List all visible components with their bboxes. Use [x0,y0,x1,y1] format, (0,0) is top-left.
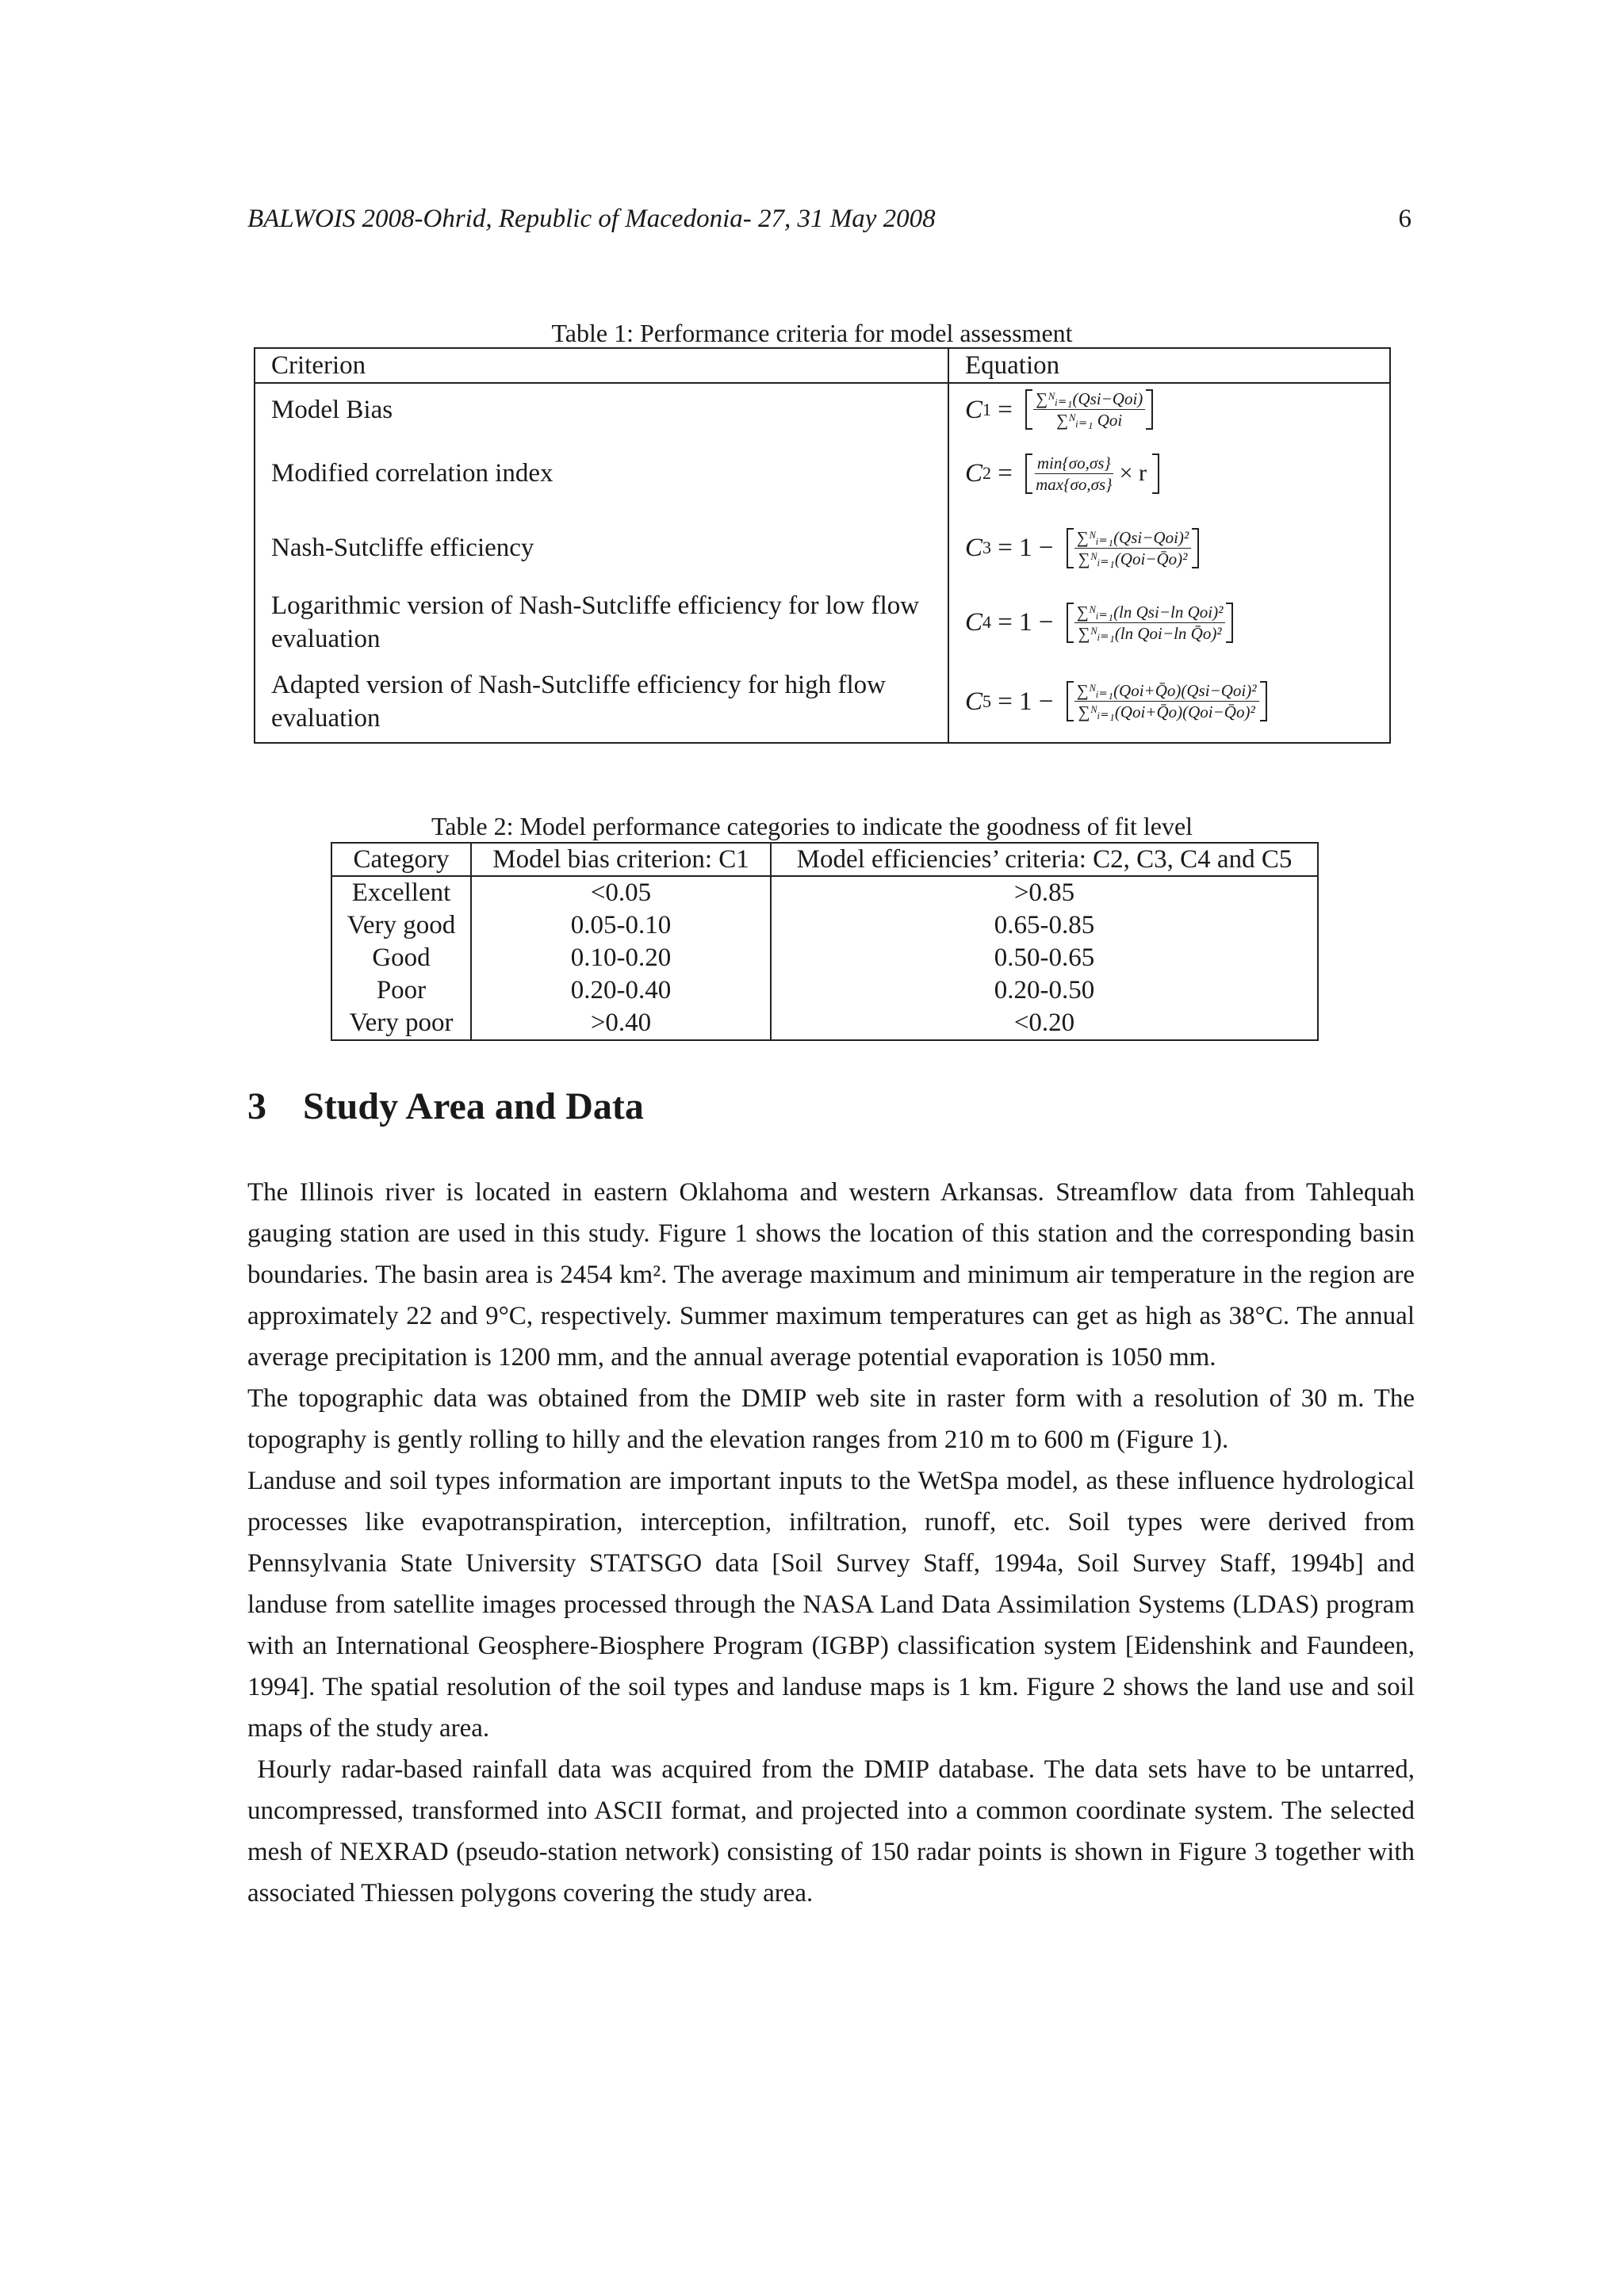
equation-cell [948,660,1390,743]
table-row [331,942,1318,974]
efficiency-cell: 0.65-0.85 [994,911,1095,939]
performance-criteria-table [254,347,1391,744]
table-row [331,974,1318,1007]
paragraph: Landuse and soil types information are important inputs to the WetSpa model, as these influence hydrological processes like evapotranspiration, interception, infiltration, runoff, etc. Soil types were derived from Pennsylvania State University STATSGO data [Soil Survey Staff, 1994a, Soil Survey Staff, 1994b] and landuse from satellite images processed through the NASA Land Data Assimilation Systems (LDAS) program with an International Geosphere-Biosphere Program (IGBP) classification system [Eidenshink and Faundeen, 1994]. The spatial resolution of the soil types and landuse maps is 1 km. Figure 2 shows the land use and soil maps of the study area. [247,1467,1415,1743]
section-body [247,1172,1422,1914]
category-cell: Very good [331,909,471,942]
fraction-denominator: ∑ᴺᵢ₌₁(Qoi+Q̄o)(Qoi−Q̄o)² [1078,702,1255,721]
table-row [331,1007,1318,1040]
equation-cell [948,584,1390,660]
table2-caption: Table 2: Model performance categories to indicate the goodness of fit level [431,812,1193,840]
bias-cell: >0.40 [471,1007,771,1040]
performance-categories-table [331,842,1319,1041]
fraction-denominator: ∑ᴺᵢ₌₁ Qoi [1056,411,1123,430]
paragraph: The topographic data was obtained from the DMIP web site in raster form with a resolution of 30 m. The topography is gently rolling to hilly and the elevation ranges from 210 m to 600 m (Figure 1). [247,1384,1415,1454]
fraction-denominator: ∑ᴺᵢ₌₁(Qoi−Q̄o)² [1078,549,1188,568]
efficiency-cell: 0.20-0.50 [994,976,1095,1004]
category-cell: Excellent [331,876,471,909]
equation-c5: C 5 = 1 − $\frac{\text{∑ᴺᵢ₌₁(Qoi+Q̄o)(Qsi−Qoi)²}}{\text{∑ᴺᵢ₌₁(Qoi+Q̄o)(Qoi−Q̄o)²}}$ [965,681,1267,721]
efficiency-cell: 0.50-0.65 [994,943,1095,972]
criterion-cell: Logarithmic version of Nash-Sutcliffe efficiency for low flow evaluation [255,584,948,660]
running-header: BALWOIS 2008-Ohrid, Republic of Macedonia- 27, 31 May 2008 [247,205,936,233]
criterion-cell: Nash-Sutcliffe efficiency [255,511,948,584]
category-cell: Poor [331,974,471,1007]
criterion-cell: Adapted version of Nash-Sutcliffe efficiency for high flow evaluation [255,660,948,743]
equation-cell [948,435,1390,511]
fraction-numerator: ∑ᴺᵢ₌₁(Qsi−Qoi)² [1074,528,1191,549]
equation-c3: C 3 = 1 − $\frac{\text{∑ᴺᵢ₌₁(Qsi−Qoi)²}}{\text{∑ᴺᵢ₌₁(Qoi−Q̄o)²}}$ [965,528,1199,568]
table1-caption: Table 1: Performance criteria for model assessment [551,319,1073,347]
bias-cell: 0.05-0.10 [471,909,771,942]
paragraph: The Illinois river is located in eastern Oklahoma and western Arkansas. Streamflow data from Tahlequah gauging station are used in this study. Figure 1 shows the location of this station and the corresponding basin boundaries. The basin area is 2454 km². The average maximum and minimum air temperature in the region are approximately 22 and 9°C, respectively. Summer maximum temperatures can get as high as 38°C. The annual average precipitation is 1200 mm, and the annual average potential evaporation is 1050 mm. [247,1178,1415,1372]
equation-suffix: × r [1119,460,1147,486]
fraction-numerator: ∑ᴺᵢ₌₁(Qoi+Q̄o)(Qsi−Qoi)² [1074,681,1259,702]
criterion-cell: Model Bias [255,383,948,435]
equation-cell [948,511,1390,584]
bias-cell: 0.10-0.20 [471,942,771,974]
table-row [255,660,1390,743]
efficiency-cell: <0.20 [1013,1008,1075,1037]
table1-header-equation: Equation [948,348,1390,383]
fraction-denominator: ∑ᴺᵢ₌₁(ln Qoi−ln Q̄o)² [1078,623,1222,643]
section-heading [247,1085,644,1128]
table1-header-criterion: Criterion [255,348,948,383]
table2-header-category: Category [331,843,471,876]
bias-cell: 0.20-0.40 [471,974,771,1007]
table-row [255,383,1390,435]
equation-c1: C 1 = $\frac{\text{∑ᴺᵢ₌₁(Qsi−Qoi)}}{\text{∑ᴺᵢ₌₁ Qoi}}$ [965,389,1153,430]
equation-cell [948,383,1390,435]
table2-header-bias: Model bias criterion: C1 [471,843,771,876]
section-number: 3 [247,1085,266,1127]
section-title: Study Area and Data [303,1085,644,1127]
table-row [331,909,1318,942]
page-number: 6 [1398,205,1411,233]
paragraph: Hourly radar-based rainfall data was acquired from the DMIP database. The data sets have to be untarred, uncompressed, transformed into ASCII format, and projected into a common coordinate system. The selected mesh of NEXRAD (pseudo-station network) consisting of 150 radar points is shown in Figure 3 together with associated Thiessen polygons covering the study area. [247,1755,1422,1908]
fraction-denominator: max{σo,σs} [1036,474,1113,494]
table-row [255,511,1390,584]
fraction-numerator: ∑ᴺᵢ₌₁(Qsi−Qoi) [1033,389,1145,410]
category-cell: Very poor [331,1007,471,1040]
fraction-numerator: min{σo,σs} [1035,453,1113,474]
table2-header-efficiencies: Model efficiencies’ criteria: C2, C3, C4 and C5 [771,843,1318,876]
equation-c2: C 2 = $\frac{\min\{\sigma o,\sigma s\}}{\max\{\sigma o,\sigma s\}}$ × r [965,453,1159,494]
equation-c4: C 4 = 1 − $\frac{\text{∑ᴺᵢ₌₁(ln Qsi−ln Qoi)²}}{\text{∑ᴺᵢ₌₁(ln Qoi−ln Q̄o)²}}$ [965,603,1233,643]
bias-cell: <0.05 [471,876,771,909]
efficiency-cell: >0.85 [1013,878,1075,907]
table-row [255,435,1390,511]
table-row [331,876,1318,909]
table-row [255,584,1390,660]
criterion-cell: Modified correlation index [255,435,948,511]
fraction-numerator: ∑ᴺᵢ₌₁(ln Qsi−ln Qoi)² [1074,603,1226,623]
category-cell: Good [331,942,471,974]
